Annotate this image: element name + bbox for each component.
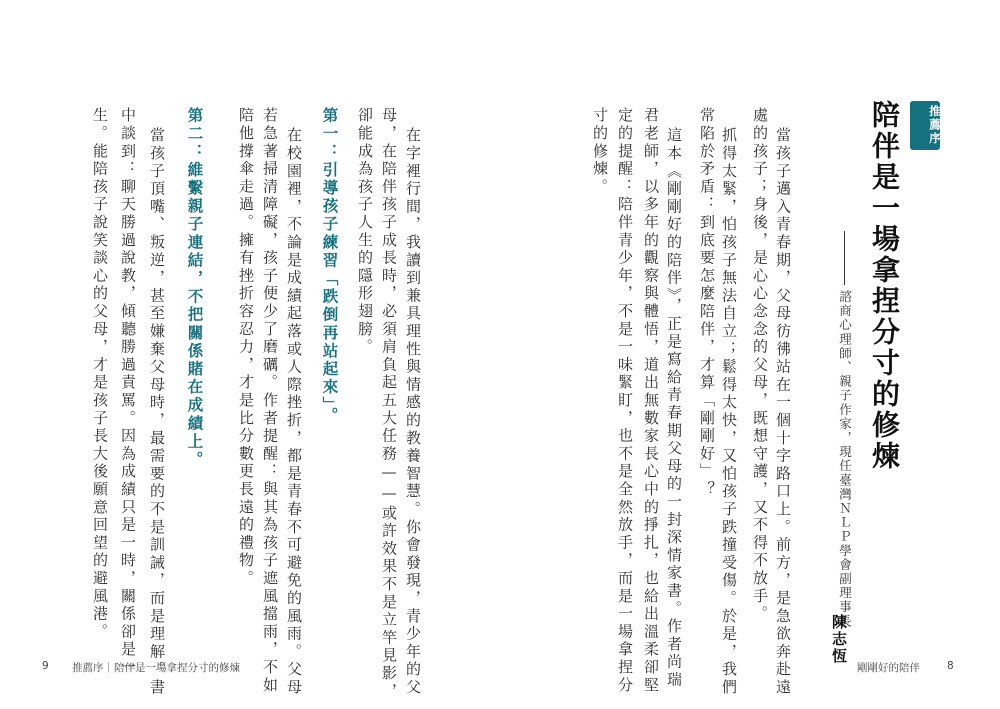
body-line: 君老師，以多年的觀察與體悟，道出無數家長心中的掙扎，也給出溫柔卻堅 — [642, 107, 660, 695]
body-line: 處的孩子；身後，是心心念念的父母，既想守護，又不得不放手。 — [751, 107, 769, 624]
author-name: 陳志恆 — [830, 614, 848, 665]
section-heading-1: 第一：引導孩子練習「跌倒再站起來」。 — [320, 107, 339, 426]
badge-label: 推薦序 — [928, 105, 942, 146]
body-line: 常陷於矛盾：到底要怎麼陪伴，才算「剛剛好」？ — [698, 107, 716, 499]
left-page-number: 9 — [42, 660, 49, 672]
section-badge — [910, 101, 940, 150]
body-line: 當孩子邁入青春期，父母彷彿站在一個十字路口上。前方，是急欲奔赴遠 — [774, 127, 792, 697]
body-line: 中談到：聊天勝過說教，傾聽勝過責罵。因為成績只是一時，關係卻是一 — [119, 107, 137, 677]
body-line: 定的提醒：陪伴青少年，不是一味緊盯，也不是全然放手，而是一場拿捏分 — [616, 107, 634, 695]
section-heading-2: 第二：維繫親子連結，不把關係賭在成績上。 — [185, 107, 204, 469]
body-line: 在校園裡，不論是成績起落或人際挫折，都是青春不可避免的風雨。父母 — [285, 127, 303, 697]
body-line: 若急著掃清障礙，孩子便少了磨礪。作者提醒：與其為孩子遮風擋雨，不如 — [261, 107, 279, 695]
right-running-head: 剛剛好的陪伴 — [857, 662, 920, 674]
body-line: 寸的修煉。 — [591, 107, 609, 196]
body-line: 母，在陪伴孩子成長時，必須肩負起五大任務——或許效果不是立竿見影， — [380, 107, 398, 701]
body-line: 在字裡行間，我讀到兼具理性與情感的教養智慧。你會發現，青少年的父 — [404, 127, 422, 697]
byline-dash-rule — [844, 231, 845, 285]
body-line: 陪他撐傘走過。擁有挫折容忍力，才是比分數更長遠的禮物。 — [237, 107, 255, 588]
body-line: 這本《剛剛好的陪伴》，正是寫給青春期父母的一封深情家書。作者尚瑞 — [665, 127, 683, 690]
body-line: 抓得太緊，怕孩子無法自立；鬆得太快，又怕孩子跌撞受傷。於是，我們 — [720, 127, 738, 697]
left-running-head: 推薦序｜陪伴是一場拿捏分寸的修煉 — [72, 662, 240, 674]
byline: 諮商心理師、親子作家，現任臺灣ＮＬＰ學會副理事長 — [837, 290, 853, 629]
body-line: 當孩子頂嘴、叛逆，甚至嫌棄父母時，最需要的不是訓誡，而是理解。書 — [148, 127, 166, 697]
body-line: 生。能陪孩子說笑談心的父母，才是孩子長大後願意回望的避風港。 — [91, 107, 109, 641]
right-page-number: 8 — [947, 660, 954, 672]
body-line: 卻能成為孩子人生的隱形翅膀。 — [356, 107, 374, 357]
page-title: 陪伴是一場拿捏分寸的修煉 — [868, 100, 901, 472]
